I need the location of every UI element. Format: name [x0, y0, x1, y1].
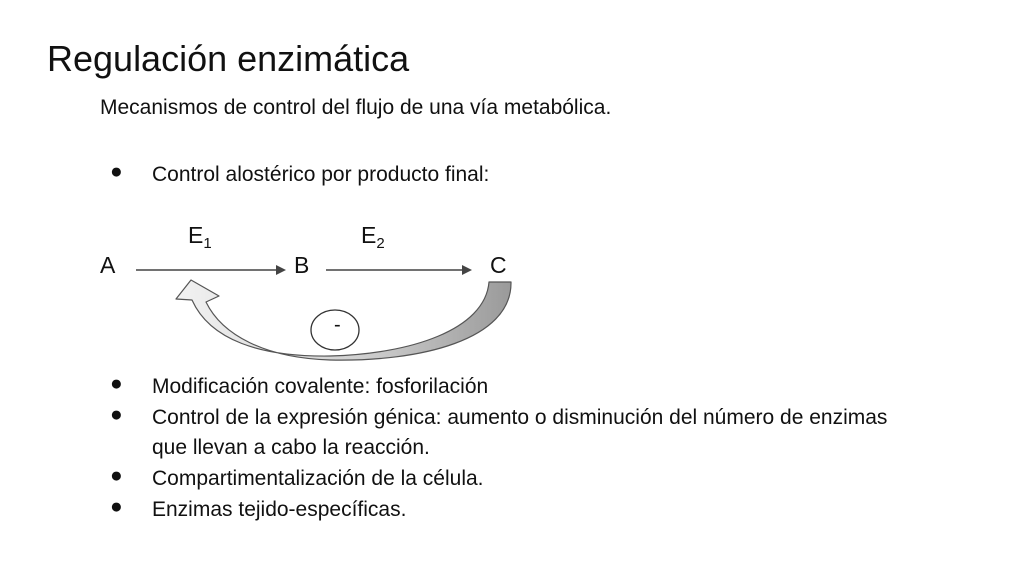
arrow-b-to-c	[326, 265, 472, 275]
bullet-text: Compartimentalización de la célula.	[152, 467, 484, 490]
node-a: A	[100, 252, 116, 278]
enzyme-1-letter: E	[188, 222, 204, 248]
enzyme-2-letter: E	[361, 222, 377, 248]
list-item	[110, 372, 932, 402]
enzyme-1-label	[188, 222, 212, 252]
bullet-text: Control de la expresión génica: aumento o disminución del número de enzimas que llevan a cabo la reacción.	[152, 406, 888, 459]
bullet-text: Modificación covalente: fosforilación	[152, 375, 489, 398]
enzyme-2-subscript: 2	[376, 235, 385, 252]
enzyme-1-subscript: 1	[203, 235, 212, 252]
bullet-dot: ●	[110, 464, 123, 487]
node-b: B	[294, 252, 310, 278]
enzyme-2-label	[361, 222, 385, 252]
bullet-text: Control alostérico por producto final:	[152, 163, 490, 186]
bullet-text: Enzimas tejido-específicas.	[152, 498, 407, 521]
list-item	[110, 495, 932, 525]
slide-subtitle: Mecanismos de control del flujo de una vía metabólica.	[100, 96, 612, 119]
list-item	[110, 464, 932, 494]
node-c: C	[490, 252, 507, 278]
bullet-dot: ●	[110, 495, 123, 518]
bullet-dot: ●	[110, 403, 123, 426]
bullet-dot: ●	[110, 372, 123, 395]
bullet-dot: ●	[110, 160, 123, 183]
arrow-a-to-b	[136, 265, 286, 275]
inhibition-sign: -	[334, 314, 341, 336]
slide-title: Regulación enzimática	[47, 38, 410, 79]
list-item	[110, 403, 922, 463]
